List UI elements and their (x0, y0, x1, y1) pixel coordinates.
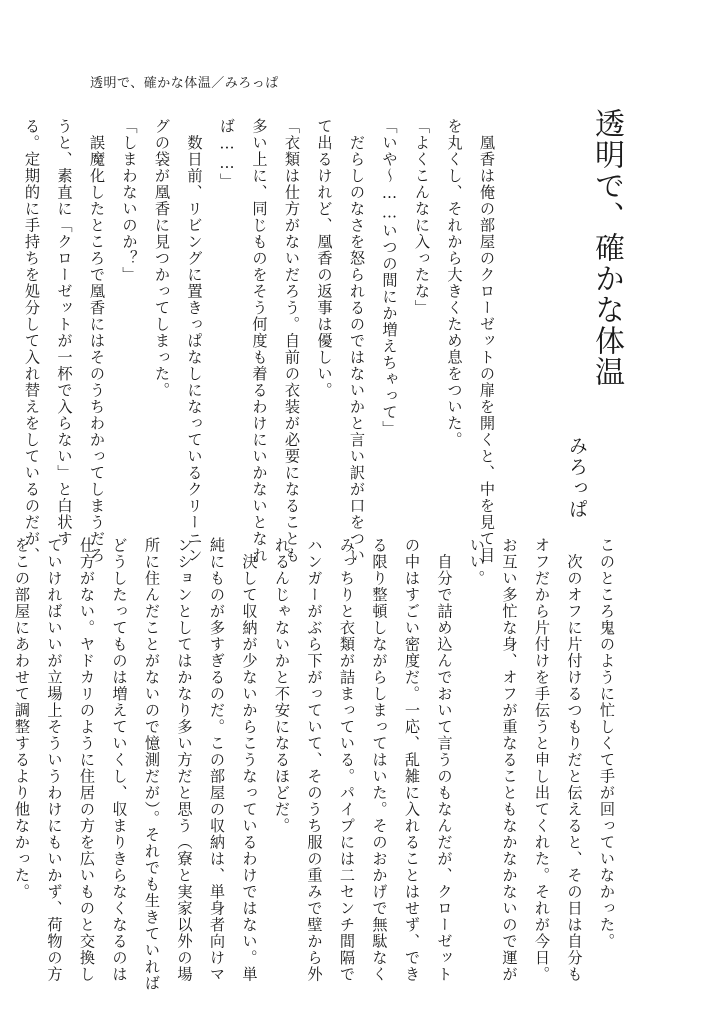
text-line: 次のオフに片付けるつもりだと伝えると、その日は自分も (565, 537, 584, 983)
text-line: ンションとしてはかなり多い方だと思う（寮と実家以外の場 (175, 537, 194, 983)
text-line: このところ鬼のように忙しくて手が回っていなかった。 (598, 537, 616, 950)
text-line: 純にものが多すぎるのだ。この部屋の収納は、単身者向けマ (208, 537, 226, 983)
text-line: 「いや〜……いつの間にか増えちゃって」 (380, 118, 399, 438)
text-line: 自分で詰め込んでおいて言うのもなんだが、クローゼット (435, 537, 454, 983)
author-name: みろっぱ (566, 436, 588, 520)
text-line: ていければいいが立場上そういうわけにもいかず、荷物の方 (45, 537, 64, 983)
text-line: うと、素直に「クローゼットが一杯で入らない」と白状す (55, 118, 74, 547)
text-line: グの袋が凰香に見つかってしまった。 (153, 118, 171, 399)
text-line: を丸くし、それから大きくため息をついた。 (445, 118, 464, 448)
text-line: て出るけれど、凰香の返事は優しい。 (315, 118, 334, 399)
text-line: お互い多忙な身、オフが重なることもなかなかないので運が (500, 537, 519, 983)
text-line: ハンガーがぶら下がっていて、そのうち服の重みで壁から外 (305, 537, 324, 983)
text-line: 「よくこんなに入ったな」 (413, 118, 431, 316)
running-header: 透明で、確かな体温／みろっぱ (90, 76, 279, 91)
text-line: 「衣類は仕方がないだろう。自前の衣装が必要になることも (283, 118, 301, 564)
text-line: 決して収納が少ないからこうなっているわけではない。単 (240, 537, 259, 983)
text-line: みっちりと衣類が詰まっている。パイプには二センチ間隔で (338, 537, 356, 983)
text-line: る。定期的に手持ちを処分して入れ替えをしているのだが、 (23, 118, 41, 564)
story-title: 透明で、確かな体温 (589, 108, 624, 387)
text-line: 「しまわないのか？」 (120, 118, 139, 283)
text-line: 誤魔化したところで凰香にはそのうちわかってしまうだろ (88, 118, 106, 564)
text-line: 凰香は俺の部屋のクローゼットの扉を開くと、中を見て目 (478, 118, 496, 564)
text-line: 所に住んだことがないので憶測だが）。それでも生きていれば (143, 537, 161, 992)
text-line: オフだから片付けを手伝うと申し出てくれた。それが今日。 (533, 537, 551, 983)
text-line: をこの部屋にあわせて調整するより他なかった。 (13, 537, 31, 900)
text-line: 数日前、リビングに置きっぱなしになっているクリーニン (185, 118, 204, 564)
text-line: れるんじゃないかと不安になるほどだ。 (273, 537, 291, 834)
text-line: る限り整頓しながらしまってはいた。そのおかげで無駄なく (370, 537, 389, 983)
text-line: ば……」 (218, 118, 236, 190)
text-line: いい。 (468, 537, 486, 587)
text-line: 多い上に、同じものをそう何度も着るわけにいかないとなれ (250, 118, 269, 564)
lower-text-column (13, 537, 623, 992)
text-line: だらしのなさを怒られるのではないかと言い訳が口をつい (348, 118, 366, 564)
text-line: 仕方がない。ヤドカリのように住居の方を広いものと交換し (78, 537, 96, 983)
text-line: どうしたってものは増えていくし、収まりきらなくなるのは (110, 537, 129, 983)
text-line: の中はすごい密度だ。一応、乱雑に入れることはせず、でき (403, 537, 421, 983)
